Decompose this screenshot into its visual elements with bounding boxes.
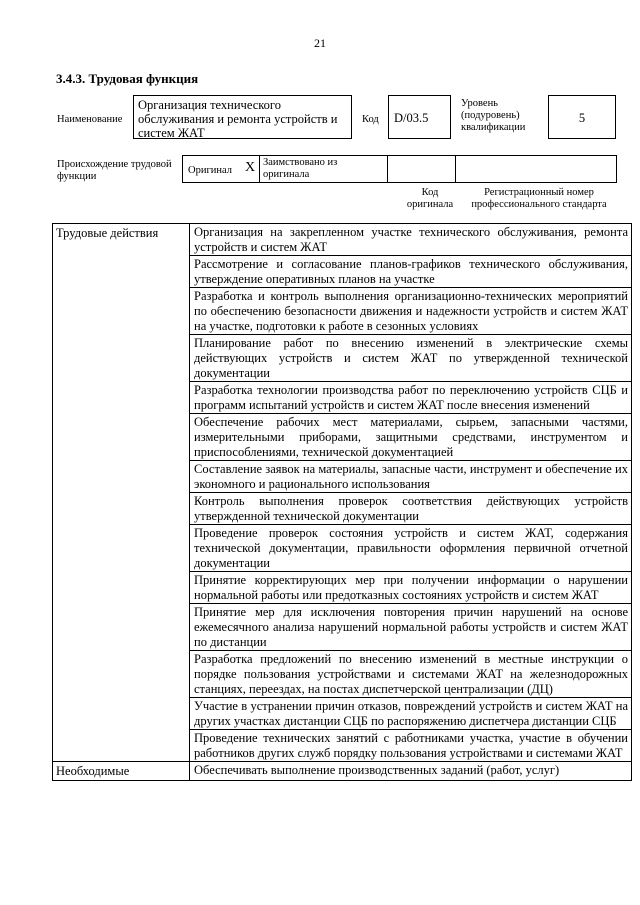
original-label: Оригинал [188, 165, 232, 176]
labor-action-text: Участие в устранении причин отказов, повреждений устройств и систем ЖАТ на других участках дистанции СЦБ по распоряжению диспетчера дистанции СЦБ [190, 698, 632, 730]
labor-action-text: Составление заявок на материалы, запасные части, инструмент и обеспечение их экономного и рационального использования [190, 461, 632, 493]
original-cell [182, 155, 260, 183]
labor-action-text: Проведение технических занятий с работниками участка, участие в обучении работников других служб порядку пользования устройствами и системами ЖАТ [190, 730, 632, 762]
origin-label: Происхождение трудовой функции [57, 159, 172, 182]
page-number: 21 [314, 36, 326, 50]
labor-function-table [52, 223, 632, 781]
labor-action-text: Обеспечение рабочих мест материалами, сырьем, запасными частями, измерительными приборами, защитными средствами, инструментом и приспособлениями, технической документацией [190, 414, 632, 461]
skill-text: Обеспечивать выполнение производственных заданий (работ, услуг) [190, 762, 632, 781]
skills-label: Необходимые [53, 762, 190, 781]
labor-action-text: Разработка технологии производства работ по переключению устройств СЦБ и программ испытаний устройств и систем ЖАТ после внесения изменений [190, 382, 632, 414]
function-name-value: Организация технического обслуживания и ремонта устройств и систем ЖАТ [133, 95, 352, 139]
labor-action-text: Разработка и контроль выполнения организационно-технических мероприятий по обеспечению безопасности движения и надежности устройств и систем ЖАТ на участке, подготовки к работе в сезонных условиях [190, 288, 632, 335]
labor-action-text: Организация на закрепленном участке технического обслуживания, ремонта устройств и систем ЖАТ [190, 224, 632, 256]
registration-caption: Регистрационный номер профессионального стандарта [471, 187, 607, 210]
qualification-level-value: 5 [548, 95, 616, 139]
labor-actions-label: Трудовые действия [53, 224, 190, 762]
labor-action-text: Проведение проверок состояния устройств и систем ЖАТ, содержания технической документации, правильности оформления первичной отчетной документации [190, 525, 632, 572]
borrowed-label: Заимствовано из оригинала [259, 155, 388, 183]
code-original-caption: Код оригинала [406, 187, 454, 210]
labor-action-text: Рассмотрение и согласование планов-графиков технического обслуживания, утверждение оперативных планов на участке [190, 256, 632, 288]
labor-action-text: Разработка предложений по внесению изменений в местные инструкции о порядке пользования устройствами и системами ЖАТ на железнодорожных станциях, переездах, на постах диспетчерской централизации (ДЦ) [190, 651, 632, 698]
original-mark: X [245, 160, 256, 175]
qualification-level-label: Уровень (подуровень) квалификации [461, 98, 526, 133]
registration-number-cell [455, 155, 617, 183]
skills-row [53, 762, 632, 781]
labor-action-text: Планирование работ по внесению изменений в электрические схемы действующих устройств и систем ЖАТ по утвержденной технической документации [190, 335, 632, 382]
section-title: 3.4.3. Трудовая функция [56, 71, 199, 86]
code-label: Код [362, 114, 379, 125]
labor-action-row [53, 224, 632, 256]
function-code-value: D/03.5 [388, 95, 451, 139]
labor-action-text: Принятие мер для исключения повторения причин нарушений на основе ежемесячного анализа нарушений нормальной работы устройств и систем ЖАТ по дистанции [190, 604, 632, 651]
origin-row [182, 155, 617, 183]
labor-action-text: Принятие корректирующих мер при получении информации о нарушении нормальной работы или предотказных состояниях устройств и систем ЖАТ [190, 572, 632, 604]
original-code-cell [387, 155, 456, 183]
labor-action-text: Контроль выполнения проверок соответствия действующих устройств утвержденной технической документации [190, 493, 632, 525]
name-label: Наименование [57, 114, 123, 125]
